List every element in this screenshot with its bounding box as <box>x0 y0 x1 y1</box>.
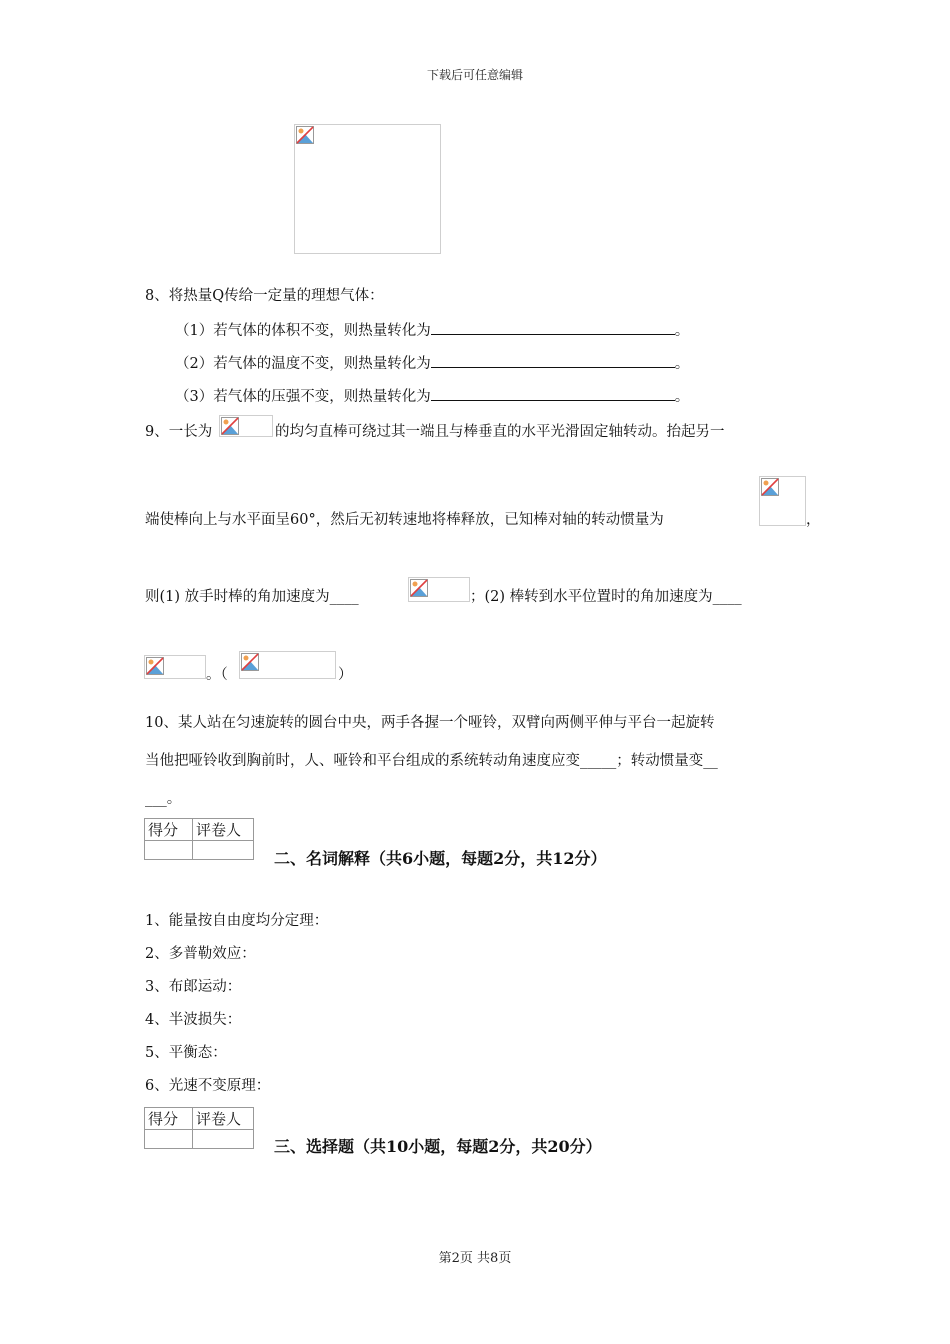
score-table <box>144 1107 254 1149</box>
formula-image <box>239 651 336 679</box>
q8-part-3-end: 。 <box>674 389 690 405</box>
formula-image <box>759 476 806 526</box>
q10-line2: 当他把哑铃收到胸前时，人、哑铃和平台组成的系统转动角速度应变_____；转动惯量变__ <box>145 753 718 769</box>
q9-line4-a: 。（ <box>206 667 228 683</box>
formula-image <box>144 655 206 679</box>
section-3-title: 三、选择题（共10小题，每题2分，共20分） <box>274 1137 602 1156</box>
answer-blank[interactable] <box>431 353 675 368</box>
q9-line4-b: ） <box>338 667 353 683</box>
q8-stem: 8、将热量Q传给一定量的理想气体： <box>145 288 384 304</box>
answer-blank[interactable] <box>431 320 675 335</box>
broken-image-icon <box>410 579 428 597</box>
broken-image-icon <box>296 126 314 144</box>
term-item: 5、平衡态： <box>145 1045 227 1061</box>
q9-line2-a: 端使棒向上与水平面呈60°，然后无初转速地将棒释放，已知棒对轴的转动惯量为 <box>145 512 664 528</box>
broken-image-icon <box>221 417 239 435</box>
answer-blank[interactable] <box>431 386 675 401</box>
formula-image <box>408 577 470 602</box>
page-footer: 第2页 共8页 <box>438 1251 512 1266</box>
term-item: 2、多普勒效应： <box>145 946 256 962</box>
score-label: 得分 <box>145 819 193 841</box>
grader-label: 评卷人 <box>193 1108 254 1130</box>
score-table <box>144 818 254 860</box>
term-item: 6、光速不变原理： <box>145 1078 271 1094</box>
term-item: 4、半波损失： <box>145 1012 242 1028</box>
figure-image <box>294 124 441 254</box>
grader-label: 评卷人 <box>193 819 254 841</box>
term-item: 3、布郎运动： <box>145 979 242 995</box>
score-label: 得分 <box>145 1108 193 1130</box>
q8-part-1-label: （1）若气体的体积不变，则热量转化为 <box>175 323 431 339</box>
q9-line3-b: ；(2) 棒转到水平位置时的角加速度为____ <box>470 589 742 605</box>
q9-line2-b: ， <box>806 512 821 528</box>
score-cell[interactable] <box>145 1130 193 1149</box>
grader-cell[interactable] <box>193 1130 254 1149</box>
q9-line3-a: 则(1) 放手时棒的角加速度为____ <box>145 589 359 605</box>
q8-part-1-end: 。 <box>674 323 690 339</box>
q9-line1-b: 的均匀直棒可绕过其一端且与棒垂直的水平光滑固定轴转动。抬起另一 <box>275 424 725 440</box>
section-2-title: 二、名词解释（共6小题，每题2分，共12分） <box>274 849 607 868</box>
broken-image-icon <box>146 657 164 675</box>
formula-image <box>219 415 273 437</box>
broken-image-icon <box>241 653 259 671</box>
broken-image-icon <box>761 478 779 496</box>
q8-part-2-label: （2）若气体的温度不变，则热量转化为 <box>175 356 431 372</box>
q8-part-2-end: 。 <box>674 356 690 372</box>
q8-part-3-label: （3）若气体的压强不变，则热量转化为 <box>175 389 431 405</box>
q9-line1-a: 9、一长为 <box>145 424 213 440</box>
q10-line3: ___。 <box>145 791 182 807</box>
term-item: 1、能量按自由度均分定理： <box>145 913 329 929</box>
q8-part-2 <box>175 353 689 374</box>
page-header-note: 下载后可任意编辑 <box>426 68 523 82</box>
q8-part-3 <box>175 386 689 407</box>
q10-line1: 10、某人站在匀速旋转的圆台中央，两手各握一个哑铃，双臂向两侧平伸与平台一起旋转 <box>145 715 715 731</box>
q8-part-1 <box>175 320 689 341</box>
grader-cell[interactable] <box>193 841 254 860</box>
score-cell[interactable] <box>145 841 193 860</box>
